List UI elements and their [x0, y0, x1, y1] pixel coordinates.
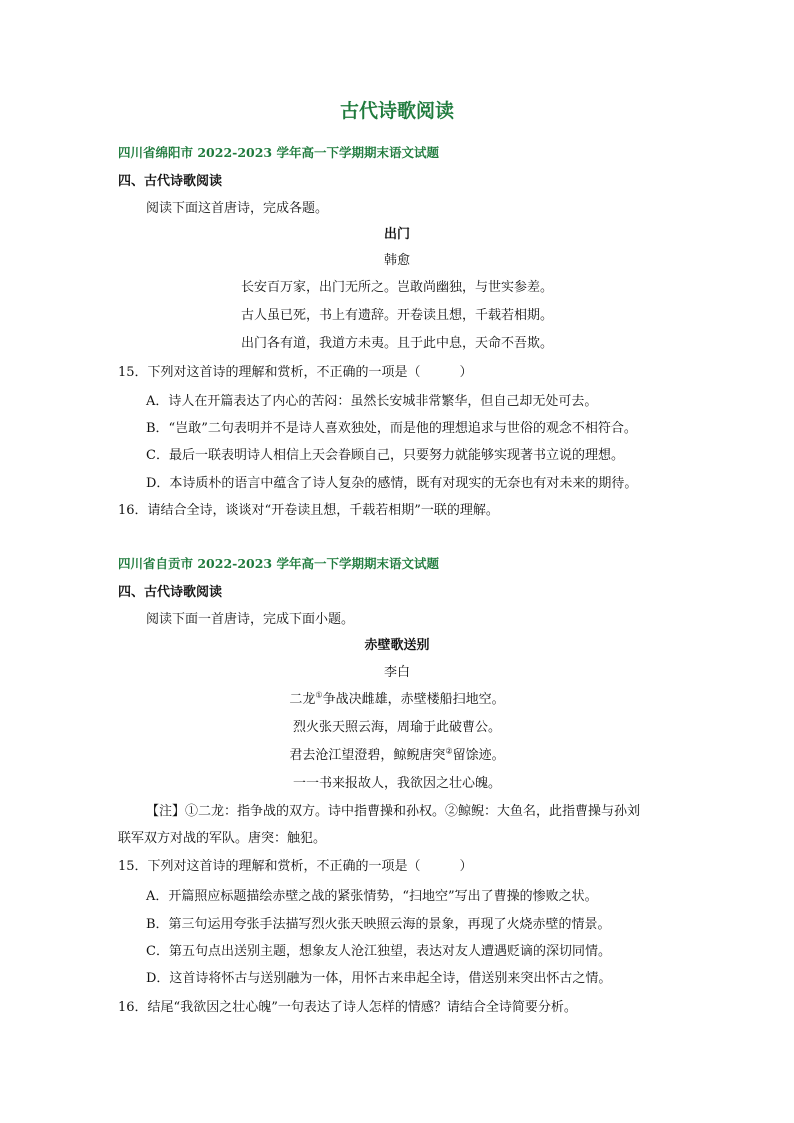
poem-title-2: 赤壁歌送别 — [364, 638, 430, 653]
poem-line: 长安百万家，出门无所之。岂敢尚幽独，与世实参差。 — [240, 280, 553, 295]
poem-text: 二龙 — [289, 692, 316, 707]
footnote-marker: ① — [315, 690, 323, 700]
page-title: 古代诗歌阅读 — [339, 100, 454, 122]
option-d-1: D．本诗质朴的语言中蕴含了诗人复杂的感情，既有对现实的无奈也有对未来的期待。 — [146, 476, 638, 491]
option-b-2: B．第三句运用夸张手法描写烈火张天映照云海的景象，再现了火烧赤壁的情景。 — [146, 917, 611, 932]
poem-line: 古人虽已死，书上有遗辞。开卷读且想，千载若相期。 — [240, 308, 553, 323]
footnote-marker: ② — [445, 746, 453, 756]
option-c-2: C．第五句点出送别主题，想象友人沧江独望，表达对友人遭遇贬谪的深切同情。 — [146, 944, 611, 959]
source-heading-2: 四川省自贡市 2022-2023 学年高一下学期期末语文试题 — [118, 556, 439, 571]
poem-author-1: 韩愈 — [383, 253, 410, 268]
poem-line — [0, 744, 794, 763]
poem-line: 烈火张天照云海，周瑜于此破曹公。 — [292, 720, 501, 735]
poem-text: 君去沧江望澄碧，鲸鲵唐突 — [289, 748, 446, 763]
poem-line: 出门各有道，我道方未夷。且于此中息，天命不吾欺。 — [240, 336, 553, 351]
option-d-2: D．这首诗将怀古与送别融为一体，用怀古来串起全诗，借送别来突出怀古之情。 — [146, 971, 612, 986]
option-c-1: C．最后一联表明诗人相信上天会眷顾自己，只要努力就能够实现著书立说的理想。 — [146, 448, 624, 463]
poem-text: 留馀迹。 — [452, 748, 505, 763]
section-heading-1: 四、古代诗歌阅读 — [118, 174, 223, 189]
option-a-1: A．诗人在开篇表达了内心的苦闷：虽然长安城非常繁华，但自己却无处可去。 — [146, 394, 598, 409]
intro-text-1: 阅读下面这首唐诗，完成各题。 — [146, 201, 329, 216]
poem-text: 争战决雌雄，赤壁楼船扫地空。 — [322, 692, 505, 707]
question-16-2: 16．结尾“我欲因之壮心魄”一句表达了诗人怎样的情感？请结合全诗简要分析。 — [118, 1000, 577, 1015]
poem-line — [0, 688, 794, 707]
section-heading-2: 四、古代诗歌阅读 — [118, 585, 223, 600]
option-a-2: A．开篇照应标题描绘赤壁之战的紧张情势，“扫地空”写出了曹操的惨败之状。 — [146, 889, 598, 904]
poem-title-1: 出门 — [383, 227, 410, 242]
poem-line: 一一书来报故人，我欲因之壮心魄。 — [292, 776, 501, 791]
poem-author-2: 李白 — [383, 665, 410, 680]
option-b-1: B．“岂敢”二句表明并不是诗人喜欢独处，而是他的理想追求与世俗的观念不相符合。 — [146, 421, 637, 436]
annotation-line-1: 【注】①二龙：指争战的双方。诗中指曹操和孙权。②鲸鲵：大鱼名，此指曹操与孙刘 — [146, 804, 641, 819]
annotation-line-2: 联军双方对战的军队。唐突：触犯。 — [118, 831, 327, 846]
question-15-1: 15．下列对这首诗的理解和赏析，不正确的一项是（ ） — [118, 365, 473, 380]
source-heading-1: 四川省绵阳市 2022-2023 学年高一下学期期末语文试题 — [118, 145, 439, 160]
intro-text-2: 阅读下面一首唐诗，完成下面小题。 — [146, 612, 355, 627]
question-15-2: 15．下列对这首诗的理解和赏析，不正确的一项是（ ） — [118, 859, 473, 874]
question-16-1: 16．请结合全诗，谈谈对“开卷读且想，千载若相期”一联的理解。 — [118, 503, 499, 518]
